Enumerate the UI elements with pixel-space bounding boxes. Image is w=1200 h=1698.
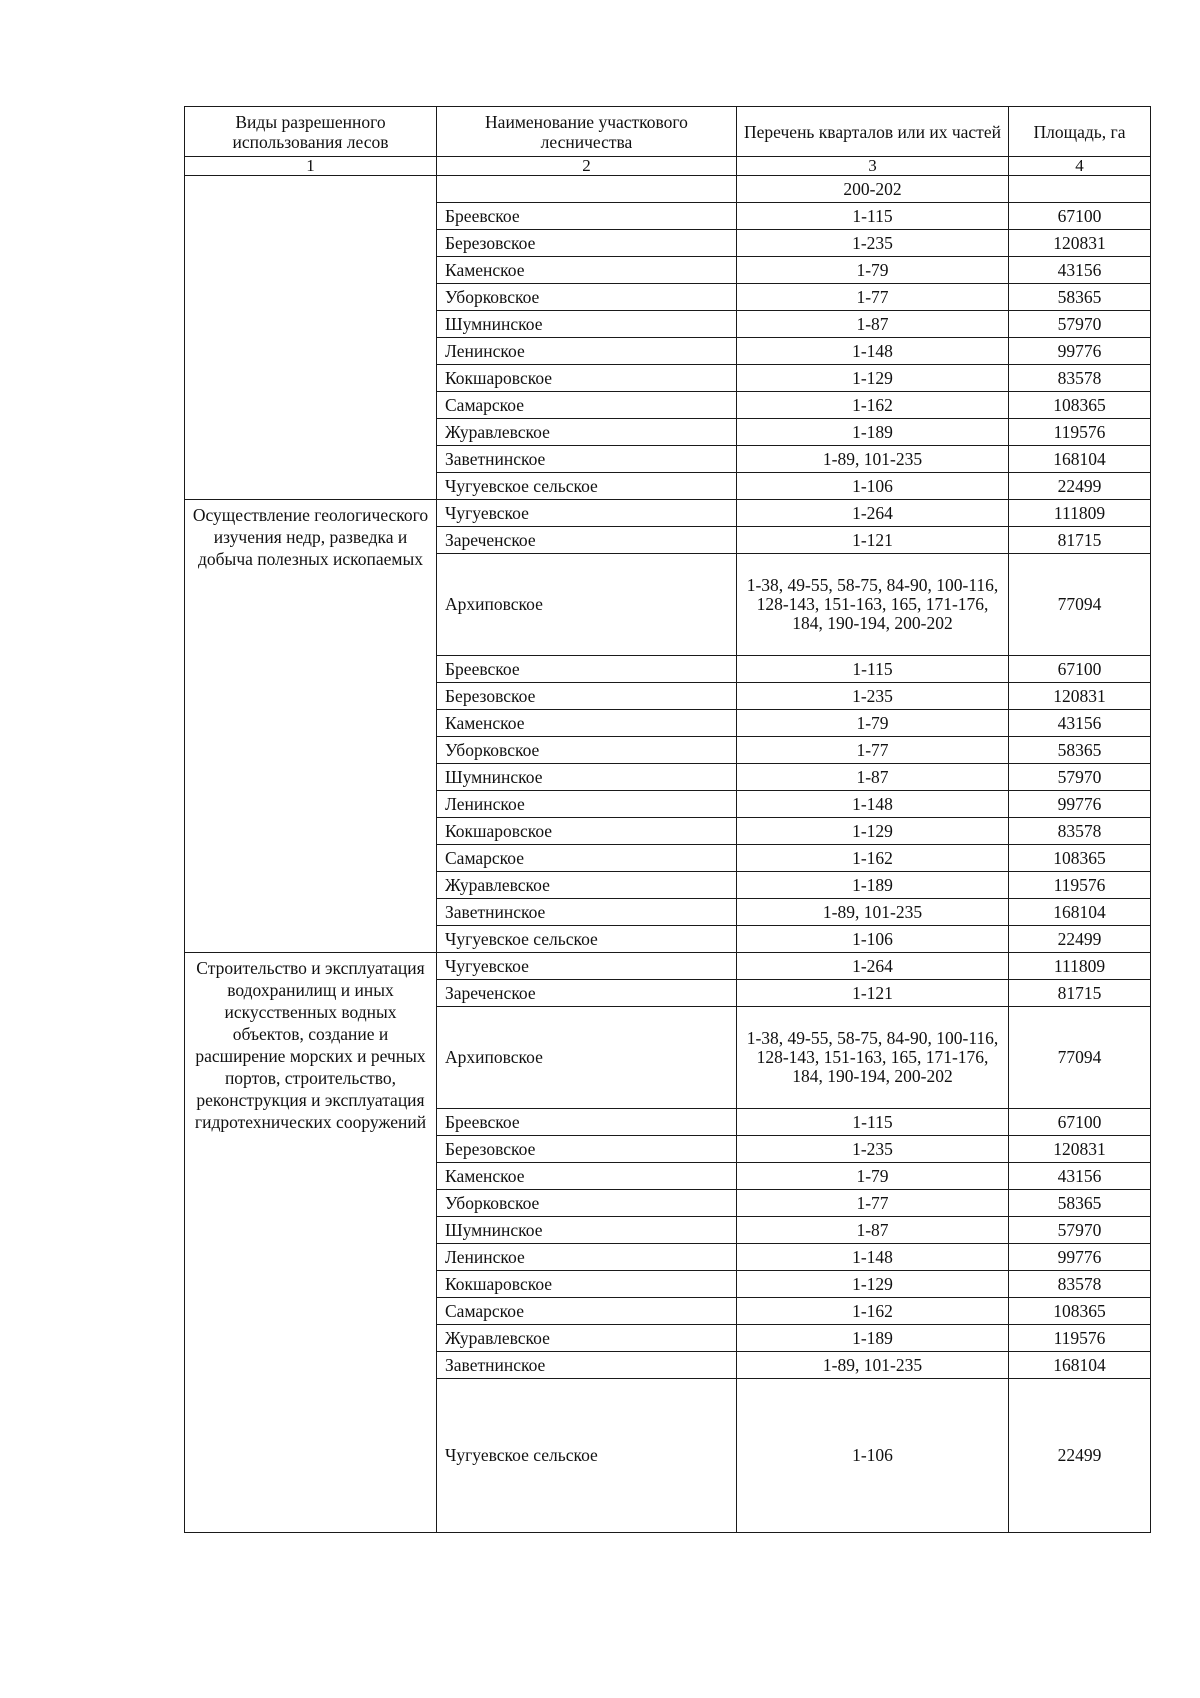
header-forestry: Наименование участкового лесничества [437,107,737,157]
quarters-cell: 1-129 [737,1271,1009,1298]
forestry-name-cell: Ленинское [437,791,737,818]
forestry-name-cell: Заветнинское [437,899,737,926]
quarters-cell: 1-106 [737,473,1009,500]
forestry-name-cell: Каменское [437,1163,737,1190]
area-cell: 22499 [1009,1379,1151,1533]
quarters-cell: 1-38, 49-55, 58-75, 84-90, 100-116, 128-143, 151-163, 165, 171-176, 184, 190-194, 200-202 [737,1007,1009,1109]
document-page [184,106,1150,1533]
forestry-name-cell: Заветнинское [437,1352,737,1379]
area-cell: 58365 [1009,1190,1151,1217]
area-cell: 119576 [1009,1325,1151,1352]
quarters-cell: 1-121 [737,980,1009,1007]
table-row [185,953,1151,980]
area-cell: 77094 [1009,1007,1151,1109]
header-usage-type: Виды разрешенного использования лесов [185,107,437,157]
area-cell: 108365 [1009,392,1151,419]
area-cell: 57970 [1009,764,1151,791]
forestry-name-cell: Чугуевское сельское [437,1379,737,1533]
forestry-name-cell: Журавлевское [437,872,737,899]
usage-type-cell: Строительство и эксплуатация водохранилищ и иных искусственных водных объектов, создание и расширение морских и речных портов, строительство, реконструкция и эксплуатация гидротехнических сооружений [185,953,437,1533]
forestry-name-cell: Бреевское [437,656,737,683]
column-number: 1 [185,157,437,176]
forestry-name-cell: Бреевское [437,203,737,230]
forestry-name-cell: Кокшаровское [437,365,737,392]
area-cell: 108365 [1009,845,1151,872]
usage-type-cell: Осуществление геологического изучения недр, разведка и добыча полезных ископаемых [185,500,437,953]
usage-type-cell-continued [185,176,437,500]
forestry-name-cell: Архиповское [437,554,737,656]
forestry-name-cell: Чугуевское сельское [437,926,737,953]
quarters-cell: 1-162 [737,1298,1009,1325]
quarters-cell: 1-189 [737,1325,1009,1352]
area-cell: 108365 [1009,1298,1151,1325]
quarters-cell: 1-89, 101-235 [737,899,1009,926]
forestry-name-cell: Зареченское [437,980,737,1007]
quarters-cell: 1-115 [737,203,1009,230]
area-cell: 111809 [1009,953,1151,980]
column-number-row [185,157,1151,176]
quarters-cell: 1-235 [737,230,1009,257]
forestry-name-cell: Самарское [437,392,737,419]
quarters-cell: 1-77 [737,1190,1009,1217]
area-cell: 58365 [1009,284,1151,311]
quarters-cell: 1-87 [737,1217,1009,1244]
quarters-cell: 200-202 [737,176,1009,203]
area-cell: 57970 [1009,1217,1151,1244]
quarters-cell: 1-89, 101-235 [737,446,1009,473]
column-number: 3 [737,157,1009,176]
quarters-cell: 1-189 [737,419,1009,446]
area-cell: 99776 [1009,791,1151,818]
quarters-cell: 1-235 [737,683,1009,710]
forestry-name-cell: Каменское [437,257,737,284]
quarters-cell: 1-106 [737,926,1009,953]
area-cell: 83578 [1009,1271,1151,1298]
quarters-cell: 1-129 [737,818,1009,845]
area-cell: 120831 [1009,230,1151,257]
area-cell: 43156 [1009,1163,1151,1190]
quarters-cell: 1-115 [737,1109,1009,1136]
quarters-cell: 1-148 [737,1244,1009,1271]
quarters-cell: 1-77 [737,284,1009,311]
quarters-cell: 1-121 [737,527,1009,554]
area-cell [1009,176,1151,203]
forestry-name-cell: Березовское [437,1136,737,1163]
quarters-cell: 1-162 [737,392,1009,419]
forestry-name-cell: Березовское [437,683,737,710]
area-cell: 67100 [1009,203,1151,230]
area-cell: 57970 [1009,311,1151,338]
column-number: 2 [437,157,737,176]
forestry-name-cell: Заветнинское [437,446,737,473]
forestry-name-cell: Ленинское [437,1244,737,1271]
quarters-cell: 1-106 [737,1379,1009,1533]
area-cell: 67100 [1009,656,1151,683]
area-cell: 99776 [1009,1244,1151,1271]
area-cell: 168104 [1009,446,1151,473]
quarters-cell: 1-162 [737,845,1009,872]
area-cell: 67100 [1009,1109,1151,1136]
area-cell: 83578 [1009,365,1151,392]
forest-use-table [184,106,1151,1533]
header-quarters: Перечень кварталов или их частей [737,107,1009,157]
forestry-name-cell: Журавлевское [437,419,737,446]
area-cell: 58365 [1009,737,1151,764]
table-body [185,107,1151,1533]
column-number: 4 [1009,157,1151,176]
area-cell: 120831 [1009,683,1151,710]
quarters-cell: 1-87 [737,764,1009,791]
forestry-name-cell [437,176,737,203]
area-cell: 168104 [1009,899,1151,926]
table-row [185,500,1151,527]
area-cell: 43156 [1009,710,1151,737]
forestry-name-cell: Самарское [437,845,737,872]
header-area: Площадь, га [1009,107,1151,157]
quarters-cell: 1-235 [737,1136,1009,1163]
quarters-cell: 1-87 [737,311,1009,338]
forestry-name-cell: Ленинское [437,338,737,365]
forestry-name-cell: Чугуевское [437,953,737,980]
forestry-name-cell: Самарское [437,1298,737,1325]
forestry-name-cell: Бреевское [437,1109,737,1136]
quarters-cell: 1-129 [737,365,1009,392]
forestry-name-cell: Кокшаровское [437,1271,737,1298]
forestry-name-cell: Шумнинское [437,311,737,338]
forestry-name-cell: Уборковское [437,284,737,311]
header-row [185,107,1151,157]
area-cell: 43156 [1009,257,1151,284]
area-cell: 22499 [1009,926,1151,953]
quarters-cell: 1-115 [737,656,1009,683]
quarters-cell: 1-38, 49-55, 58-75, 84-90, 100-116, 128-143, 151-163, 165, 171-176, 184, 190-194, 200-202 [737,554,1009,656]
quarters-cell: 1-79 [737,710,1009,737]
quarters-cell: 1-148 [737,791,1009,818]
area-cell: 83578 [1009,818,1151,845]
area-cell: 22499 [1009,473,1151,500]
area-cell: 119576 [1009,419,1151,446]
continuation-row [185,176,1151,203]
area-cell: 81715 [1009,527,1151,554]
forestry-name-cell: Шумнинское [437,1217,737,1244]
forestry-name-cell: Зареченское [437,527,737,554]
forestry-name-cell: Березовское [437,230,737,257]
forestry-name-cell: Архиповское [437,1007,737,1109]
quarters-cell: 1-77 [737,737,1009,764]
quarters-cell: 1-189 [737,872,1009,899]
area-cell: 168104 [1009,1352,1151,1379]
forestry-name-cell: Каменское [437,710,737,737]
quarters-cell: 1-89, 101-235 [737,1352,1009,1379]
quarters-cell: 1-79 [737,257,1009,284]
area-cell: 119576 [1009,872,1151,899]
quarters-cell: 1-264 [737,500,1009,527]
area-cell: 81715 [1009,980,1151,1007]
area-cell: 111809 [1009,500,1151,527]
quarters-cell: 1-79 [737,1163,1009,1190]
area-cell: 120831 [1009,1136,1151,1163]
forestry-name-cell: Чугуевское [437,500,737,527]
quarters-cell: 1-148 [737,338,1009,365]
forestry-name-cell: Чугуевское сельское [437,473,737,500]
forestry-name-cell: Шумнинское [437,764,737,791]
forestry-name-cell: Уборковское [437,737,737,764]
forestry-name-cell: Кокшаровское [437,818,737,845]
forestry-name-cell: Журавлевское [437,1325,737,1352]
quarters-cell: 1-264 [737,953,1009,980]
forestry-name-cell: Уборковское [437,1190,737,1217]
area-cell: 99776 [1009,338,1151,365]
area-cell: 77094 [1009,554,1151,656]
